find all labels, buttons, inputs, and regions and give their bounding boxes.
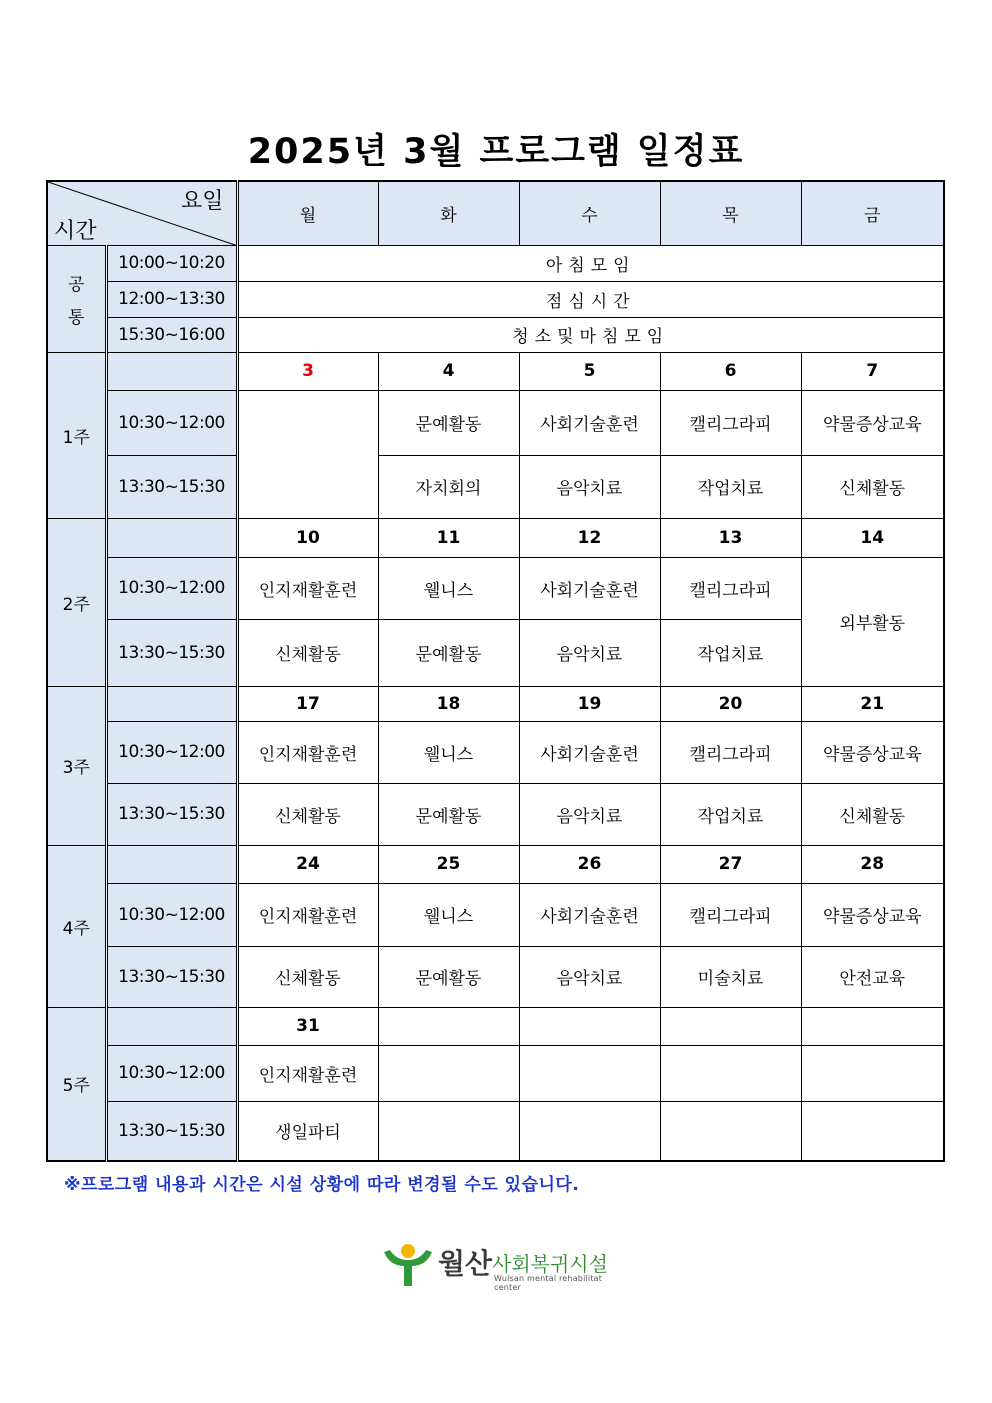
schedule-table <box>46 180 945 1162</box>
day-header-thu: 목 <box>660 181 801 245</box>
pm-activity-cell: 작업치료 <box>660 619 801 686</box>
am-activity-cell: 캘리그라피 <box>660 721 801 783</box>
date-cell: 21 <box>801 686 944 721</box>
pm-activity-cell: 자치회의 <box>378 455 519 518</box>
am-activity-cell: 웰니스 <box>378 883 519 946</box>
week-time-blank <box>106 352 237 390</box>
pm-activity-cell: 작업치료 <box>660 783 801 845</box>
common-row <box>47 281 944 317</box>
pm-activity-cell <box>378 1101 519 1161</box>
date-cell: 26 <box>519 845 660 883</box>
date-cell <box>660 1007 801 1045</box>
common-group-label <box>47 245 106 352</box>
pm-activity-cell: 신체활동 <box>237 946 378 1007</box>
merged-activity-cell: 외부활동 <box>801 557 944 686</box>
am-time: 10:30~12:00 <box>106 721 237 783</box>
pm-time: 13:30~15:30 <box>106 619 237 686</box>
am-activity-cell: 캘리그라피 <box>660 557 801 619</box>
week-pm-row <box>47 946 944 1007</box>
am-activity-cell: 약물증상교육 <box>801 390 944 455</box>
notice-text: ※프로그램 내용과 시간은 시설 상황에 따라 변경될 수도 있습니다. <box>64 1175 580 1195</box>
am-time: 10:30~12:00 <box>106 883 237 946</box>
date-cell: 28 <box>801 845 944 883</box>
week-label: 3주 <box>47 686 106 845</box>
common-row <box>47 245 944 281</box>
am-activity-cell: 사회기술훈련 <box>519 883 660 946</box>
week-time-blank <box>106 1007 237 1045</box>
am-activity-cell: 인지재활훈련 <box>237 1045 378 1101</box>
page-title: 2025년 3월 프로그램 일정표 <box>247 132 745 172</box>
date-cell: 7 <box>801 352 944 390</box>
date-cell: 10 <box>237 518 378 557</box>
am-activity-cell: 사회기술훈련 <box>519 390 660 455</box>
week-pm-row <box>47 455 944 518</box>
week-time-blank <box>106 686 237 721</box>
pm-activity-cell: 신체활동 <box>237 783 378 845</box>
pm-time: 13:30~15:30 <box>106 455 237 518</box>
week-date-row <box>47 1007 944 1045</box>
pm-activity-cell: 문예활동 <box>378 783 519 845</box>
pm-activity-cell: 신체활동 <box>237 619 378 686</box>
am-activity-cell <box>801 1045 944 1101</box>
common-activity-1: 아침모임 <box>237 245 944 281</box>
am-activity-cell: 캘리그라피 <box>660 390 801 455</box>
week-date-row <box>47 845 944 883</box>
date-cell: 19 <box>519 686 660 721</box>
corner-cell <box>47 181 237 245</box>
logo-english: Wulsan mental rehabilitat center <box>494 1274 603 1292</box>
date-cell: 25 <box>378 845 519 883</box>
pm-activity-cell <box>801 1101 944 1161</box>
date-cell: 27 <box>660 845 801 883</box>
date-cell <box>378 1007 519 1045</box>
am-activity-cell: 사회기술훈련 <box>519 557 660 619</box>
date-cell <box>801 1007 944 1045</box>
am-activity-cell: 사회기술훈련 <box>519 721 660 783</box>
common-time-2: 12:00~13:30 <box>106 281 237 317</box>
am-activity-cell: 웰니스 <box>378 557 519 619</box>
common-time-1: 10:00~10:20 <box>106 245 237 281</box>
date-cell: 14 <box>801 518 944 557</box>
day-header-wed: 수 <box>519 181 660 245</box>
common-group-char-2: 통 <box>68 307 85 328</box>
week-am-row <box>47 883 944 946</box>
week-label: 5주 <box>47 1007 106 1161</box>
am-activity-cell <box>660 1045 801 1101</box>
am-activity-cell <box>378 1045 519 1101</box>
am-activity-cell: 약물증상교육 <box>801 883 944 946</box>
week-time-blank <box>106 518 237 557</box>
week-date-row <box>47 352 944 390</box>
logo-figure-icon <box>380 1242 434 1290</box>
pm-activity-cell: 신체활동 <box>801 455 944 518</box>
date-cell: 18 <box>378 686 519 721</box>
week-label: 4주 <box>47 845 106 1007</box>
facility-logo <box>380 1240 620 1290</box>
am-activity-cell: 인지재활훈련 <box>237 557 378 619</box>
pm-activity-cell: 문예활동 <box>378 946 519 1007</box>
pm-activity-cell: 안전교육 <box>801 946 944 1007</box>
date-cell: 13 <box>660 518 801 557</box>
pm-activity-cell: 음악치료 <box>519 619 660 686</box>
pm-activity-cell: 문예활동 <box>378 619 519 686</box>
week-am-row <box>47 557 944 619</box>
header-row <box>47 181 944 245</box>
pm-time: 13:30~15:30 <box>106 946 237 1007</box>
corner-time-label: 시간 <box>54 218 97 244</box>
pm-activity-cell: 미술치료 <box>660 946 801 1007</box>
pm-activity-cell: 음악치료 <box>519 455 660 518</box>
pm-time: 13:30~15:30 <box>106 783 237 845</box>
week-pm-row <box>47 1101 944 1161</box>
week-am-row <box>47 721 944 783</box>
week-am-row <box>47 1045 944 1101</box>
am-activity-cell: 문예활동 <box>378 390 519 455</box>
am-activity-cell: 인지재활훈련 <box>237 883 378 946</box>
pm-activity-cell: 음악치료 <box>519 783 660 845</box>
date-cell: 17 <box>237 686 378 721</box>
pm-activity-cell <box>519 1101 660 1161</box>
week-date-row <box>47 518 944 557</box>
week-am-row <box>47 390 944 455</box>
am-activity-cell: 캘리그라피 <box>660 883 801 946</box>
date-cell <box>519 1007 660 1045</box>
day-header-mon: 월 <box>237 181 378 245</box>
am-time: 10:30~12:00 <box>106 390 237 455</box>
date-cell: 24 <box>237 845 378 883</box>
date-cell: 20 <box>660 686 801 721</box>
pm-activity-cell <box>660 1101 801 1161</box>
week-date-row <box>47 686 944 721</box>
logo-name-sub: 사회복귀시설 <box>492 1252 608 1276</box>
common-group-char-1: 공 <box>68 274 85 295</box>
date-cell: 31 <box>237 1007 378 1045</box>
day-header-tue: 화 <box>378 181 519 245</box>
am-activity-cell: 웰니스 <box>378 721 519 783</box>
date-cell: 4 <box>378 352 519 390</box>
corner-day-label: 요일 <box>180 189 224 214</box>
am-activity-cell <box>519 1045 660 1101</box>
common-time-3: 15:30~16:00 <box>106 317 237 352</box>
week-time-blank <box>106 845 237 883</box>
am-time: 10:30~12:00 <box>106 557 237 619</box>
merged-activity-cell <box>237 390 378 518</box>
pm-activity-cell: 작업치료 <box>660 455 801 518</box>
week-label: 2주 <box>47 518 106 686</box>
date-cell: 3 <box>237 352 378 390</box>
am-time: 10:30~12:00 <box>106 1045 237 1101</box>
date-cell: 5 <box>519 352 660 390</box>
common-row <box>47 317 944 352</box>
pm-activity-cell: 음악치료 <box>519 946 660 1007</box>
am-activity-cell: 인지재활훈련 <box>237 721 378 783</box>
date-cell: 11 <box>378 518 519 557</box>
day-header-fri: 금 <box>801 181 944 245</box>
common-activity-3: 청소및마침모임 <box>237 317 944 352</box>
pm-time: 13:30~15:30 <box>106 1101 237 1161</box>
common-activity-2: 점심시간 <box>237 281 944 317</box>
pm-activity-cell: 생일파티 <box>237 1101 378 1161</box>
week-label: 1주 <box>47 352 106 518</box>
pm-activity-cell: 신체활동 <box>801 783 944 845</box>
date-cell: 6 <box>660 352 801 390</box>
logo-name-main: 월산 <box>438 1247 493 1280</box>
week-pm-row <box>47 783 944 845</box>
date-cell: 12 <box>519 518 660 557</box>
am-activity-cell: 약물증상교육 <box>801 721 944 783</box>
